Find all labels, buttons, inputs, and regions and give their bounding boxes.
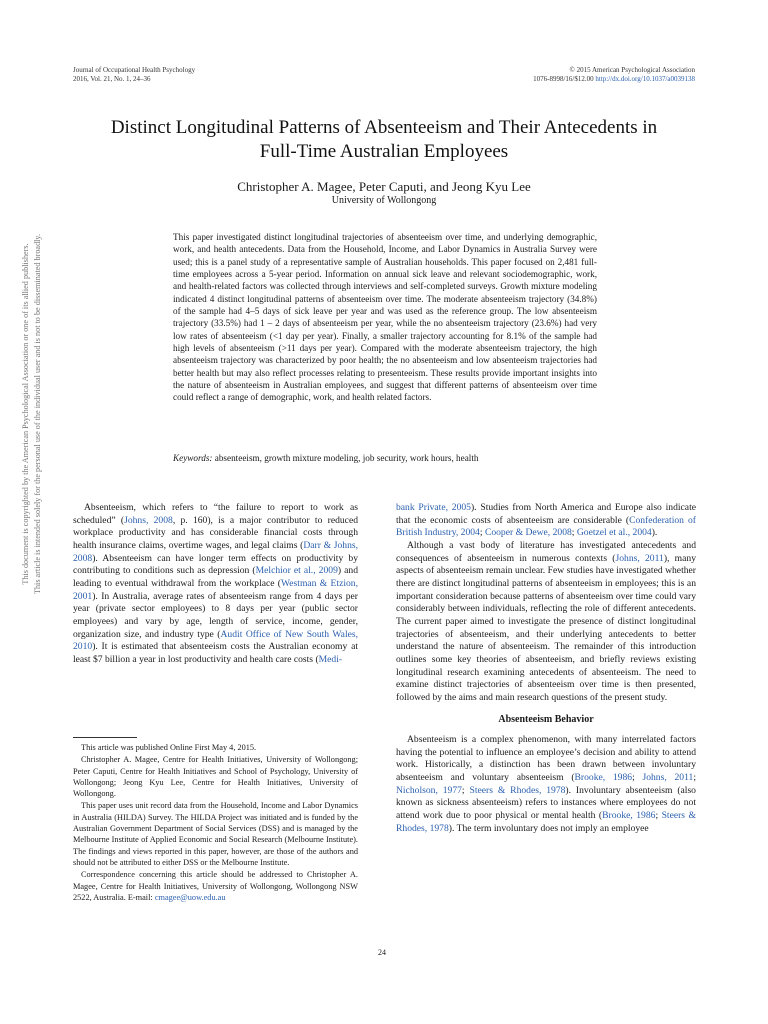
citation-link[interactable]: Melchior et al., 2009 (255, 565, 338, 577)
body-text: ; (655, 810, 662, 822)
keywords-text: absenteeism, growth mixture modeling, job security, work hours, health (212, 453, 479, 463)
correspondence-text: Correspondence concerning this article should be addressed to Christopher A. Magee, Centre for Health Initiatives, University of Wollongong, Wollongong NSW 2522, Australia. E-mail: (73, 870, 358, 902)
body-text: , p. 160), is a major contributor to reduced workplace productivity and has considerable financial costs through health insurance claims, overtime wages, and legal claims ( (73, 514, 359, 551)
article-title (60, 116, 708, 164)
intro-paragraph-1 (73, 502, 358, 667)
citation-link[interactable]: Johns, 2011 (642, 772, 694, 784)
abstract: This paper investigated distinct longitudinal trajectories of absenteeism over time, and underlying demographic, work, and health antecedents. Data from the Household, Income, and Labor Dynamics in Australia Survey were used; this is a panel study of a representative sample of Australian households. This paper focused on 2,481 full-time employees across a 5-year period. Information on annual sick leave and relevant sociodemographic, work, and health-related factors was collected through interviews and self-completed surveys. Growth mixture modeling indicated 4 distinct longitudinal patterns of absenteeism over time. The moderate absenteeism trajectory (34.8%) of the sample had 4–5 days of sick leave per year and was used as the reference group. The low absenteeism trajectory (33.5%) had 1 – 2 days of absenteeism per year, while the no absenteeism trajectory (23.6%) had very low rates of absenteeism (<1 day per year). Finally, a smaller trajectory accounting for 8.1% of the sample had high levels of absenteeism (>11 days per year). Compared with the moderate absenteeism trajectory, the high absenteeism trajectory was characterized by poor health; the no absenteeism and low absenteeism trajectories had better health but may also reflect processes relating to presenteeism. These results provide important insights into the nature of absenteeism in Australian employees, and suggest that different patterns of absenteeism over time could reflect a range of demographic, work, and health related factors. (173, 232, 597, 403)
body-text: Absenteeism, which refers to “the failure to report to work as scheduled” ( (73, 502, 358, 526)
citation-link[interactable]: Brooke, 1986 (574, 772, 633, 784)
citation-link[interactable]: Steers & Rhodes, 1978 (396, 810, 696, 834)
body-text: ). It is estimated that absenteeism costs the Australian economy at least $7 billion a year in lost productivity and health care costs ( (73, 641, 358, 665)
running-header-left (73, 66, 195, 83)
email-link[interactable]: cmagee@uow.edu.au (154, 892, 226, 902)
footnote-published: This article was published Online First May 4, 2015. (81, 743, 257, 752)
author-list: Christopher A. Magee, Peter Caputi, and Jeong Kyu Lee (237, 179, 531, 194)
journal-name: Journal of Occupational Health Psychology (73, 66, 196, 74)
body-text: ). Studies from North America and Europe also indicate that the economic costs of absenteeism are considerable ( (396, 502, 696, 526)
sidebar-line-1: This document is copyrighted by the American Psychological Association or one of its allied publishers. (21, 243, 30, 585)
body-text: ; (461, 784, 470, 796)
citation-link[interactable]: bank Private, 2005 (396, 502, 471, 513)
issn-doi-line (533, 75, 695, 84)
copyright-notice: © 2015 American Psychological Association (569, 66, 695, 74)
intro-paragraph-1-cont (396, 502, 696, 540)
page-number: 24 (378, 948, 386, 957)
keywords-label: Keywords: (173, 453, 213, 463)
affiliation: University of Wollongong (331, 195, 437, 206)
citation-link[interactable]: Nicholson, 1977 (396, 784, 462, 796)
citation-link[interactable]: Audit Office of New South Wales, 2010 (73, 628, 358, 653)
body-text: Although a vast body of literature has investigated antecedents and consequences of absenteeism in numerous contexts ( (396, 539, 696, 564)
citation-link[interactable]: Medi- (318, 653, 343, 665)
body-text: ). Absenteeism can have longer term effects on productivity by contributing to conditions such as depression ( (73, 552, 358, 577)
citation-link[interactable]: Johns, 2008 (124, 514, 173, 526)
footnote-data-source: This paper uses unit record data from the Household, Income and Labor Dynamics in Australia (HILDA) Survey. The HILDA Project was initiated and is funded by the Australian Government Department of Social Services (DSS) and is managed by the Melbourne Institute of Applied Economic and Social Research (Melbourne Institute). The findings and views reported in this paper, however, are those of the authors and should not be attributed to either DSS or the Melbourne Institute. (73, 801, 358, 867)
copyright-sidebar-text (20, 234, 44, 594)
body-text: ), many aspects of absenteeism remain unclear. Few studies have investigated whether there are distinct longitudinal patterns of absenteeism in employees; this is an important consideration because patterns of absenteeism over time could vary considerably between individuals, reflecting the role of different antecedents. The current paper aimed to investigate the presence of distinct longitudinal trajectories of absenteeism, and their underlying antecedents to better understand the nature of absenteeism. The remainder of this introduction outlines some key theories of absenteeism, and briefly reviews existing longitudinal research examining antecedents of absenteeism. The need to examine distinct trajectories of absenteeism over time is then presented, followed by the aims and main research questions of the present study. (396, 552, 696, 703)
footnote-correspondence (73, 869, 358, 903)
body-text: ). The term involuntary does not imply an employee (448, 822, 649, 834)
sidebar-line-2: This article is intended solely for the personal use of the individual user and is not to be disseminated broadly. (33, 233, 42, 595)
intro-paragraph-2 (396, 540, 696, 705)
body-text: ; (632, 772, 643, 784)
citation-link[interactable]: Johns, 2011 (615, 552, 664, 564)
left-column (73, 502, 358, 667)
body-text: ; (479, 527, 485, 539)
title-line-2: Full-Time Australian Employees (259, 141, 509, 162)
doi-link[interactable]: http://dx.doi.org/10.1037/a0039138 (595, 74, 695, 83)
behavior-paragraph-1 (396, 734, 696, 835)
body-text: ; (693, 772, 696, 784)
title-line-1: Distinct Longitudinal Patterns of Absenteeism and Their Antecedents in (110, 117, 658, 138)
keywords (173, 452, 597, 464)
body-text: ) and leading to eventual withdrawal from the workplace ( (73, 565, 359, 589)
footnote-authors: Christopher A. Magee, Centre for Health Initiatives, University of Wollongong; Peter Caputi, Centre for Health Initiatives and School of Psychology, University of Wollongong; Jeong Kyu Lee, Centre for Health Initiatives, University of Wollongong. (73, 755, 358, 799)
issn: 1076-8998/16/$12.00 (533, 74, 594, 83)
section-heading: Absenteeism Behavior (498, 713, 594, 725)
citation-link[interactable]: Goetzel et al., 2004 (576, 527, 652, 539)
body-text: ). (651, 527, 658, 539)
footnotes (73, 742, 358, 904)
body-text: ). In Australia, average rates of absenteeism range from 4 days per year (private sector employees) to 8 days per year (public sector employees) and vary by age, length of service, income, gender, organization size, and industry type ( (73, 590, 358, 640)
volume-info: 2016, Vol. 21, No. 1, 24–36 (73, 74, 151, 83)
body-text: ; (571, 527, 577, 539)
citation-link[interactable]: Confederation of British Industry, 2004 (396, 514, 696, 539)
citation-link[interactable]: Steers & Rhodes, 1978 (469, 784, 566, 796)
body-text: ). Involuntary absenteeism (also known as sickness absenteeism) refers to instances where employees do not attend work due to poor physical or mental health ( (396, 784, 696, 822)
right-column (396, 502, 696, 835)
citation-link[interactable]: Brooke, 1986 (602, 810, 656, 822)
citation-link[interactable]: Darr & Johns, 2008 (73, 539, 358, 564)
body-text: Absenteeism is a complex phenomenon, with many interrelated factors having the potential to influence an employee’s decision and ability to attend work. Historically, a distinction has been drawn between involuntary absenteeism and voluntary absenteeism ( (396, 734, 696, 784)
running-header-right (533, 66, 695, 83)
citation-link[interactable]: Cooper & Dewe, 2008 (484, 527, 572, 539)
citation-link[interactable]: Westman & Etzion, 2001 (73, 577, 358, 602)
footnote-divider (73, 737, 137, 738)
